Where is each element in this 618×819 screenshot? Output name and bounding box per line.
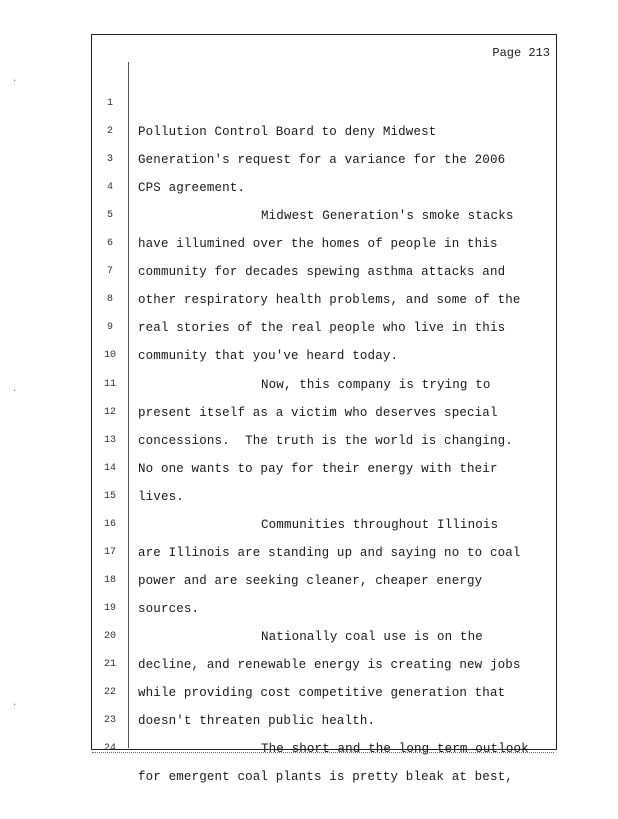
line-text: Nationally coal use is on the bbox=[261, 629, 483, 644]
line-number: 13 bbox=[103, 434, 116, 446]
line-number: 5 bbox=[106, 210, 113, 222]
line-number: 17 bbox=[103, 546, 116, 558]
line-number: 10 bbox=[103, 350, 116, 362]
line-number: 20 bbox=[103, 630, 116, 642]
line-number: 4 bbox=[106, 182, 113, 194]
line-number: 23 bbox=[103, 715, 116, 727]
line-text: for emergent coal plants is pretty bleak at best, bbox=[138, 770, 513, 785]
line-text: Generation's request for a variance for the 2006 bbox=[138, 153, 506, 168]
line-text: power and are seeking cleaner, cheaper energy bbox=[138, 573, 483, 588]
line-number: 2 bbox=[106, 126, 113, 138]
line-text: while providing cost competitive generation that bbox=[138, 686, 506, 701]
hole-punch-mark: · bbox=[12, 386, 18, 396]
line-number: 22 bbox=[103, 687, 116, 699]
line-text: community for decades spewing asthma attacks and bbox=[138, 265, 506, 280]
page-number: Page 213 bbox=[492, 46, 550, 60]
line-text: Pollution Control Board to deny Midwest bbox=[138, 125, 437, 140]
line-number: 19 bbox=[103, 602, 116, 614]
line-text: concessions. The truth is the world is changing. bbox=[138, 433, 513, 448]
line-number: 21 bbox=[103, 658, 116, 670]
line-text: are Illinois are standing up and saying no to coal bbox=[138, 545, 521, 560]
line-text: decline, and renewable energy is creating new jobs bbox=[138, 657, 521, 672]
line-number: 24 bbox=[103, 743, 116, 755]
line-number: 15 bbox=[103, 490, 116, 502]
line-number: 18 bbox=[103, 574, 116, 586]
line-text: have illumined over the homes of people in this bbox=[138, 237, 498, 252]
line-number: 16 bbox=[103, 518, 116, 530]
line-number: 9 bbox=[106, 322, 113, 334]
hole-punch-mark: · bbox=[12, 76, 18, 86]
page-bottom-edge bbox=[92, 752, 554, 755]
line-number: 12 bbox=[103, 406, 116, 418]
line-text: No one wants to pay for their energy with their bbox=[138, 461, 498, 476]
line-number: 8 bbox=[106, 294, 113, 306]
line-text: sources. bbox=[138, 601, 200, 616]
hole-punch-mark: · bbox=[12, 700, 18, 710]
line-text: doesn't threaten public health. bbox=[138, 714, 376, 729]
line-number: 11 bbox=[103, 378, 116, 390]
line-text: community that you've heard today. bbox=[138, 349, 399, 364]
line-text: real stories of the real people who live in this bbox=[138, 321, 506, 336]
line-number: 6 bbox=[106, 238, 113, 250]
transcript-line bbox=[91, 62, 557, 140]
line-text: The short and the long term outlook bbox=[261, 742, 529, 757]
line-text: Communities throughout Illinois bbox=[261, 517, 499, 532]
line-text: present itself as a victim who deserves special bbox=[138, 405, 498, 420]
line-number: 3 bbox=[106, 154, 113, 166]
line-text: CPS agreement. bbox=[138, 181, 246, 196]
line-text: Now, this company is trying to bbox=[261, 377, 491, 392]
line-number: 1 bbox=[106, 98, 113, 110]
transcript-lines bbox=[91, 62, 557, 785]
line-text: lives. bbox=[138, 489, 184, 504]
line-text: other respiratory health problems, and some of the bbox=[138, 293, 521, 308]
line-number: 7 bbox=[106, 266, 113, 278]
line-number: 14 bbox=[103, 462, 116, 474]
line-text: Midwest Generation's smoke stacks bbox=[261, 209, 514, 224]
